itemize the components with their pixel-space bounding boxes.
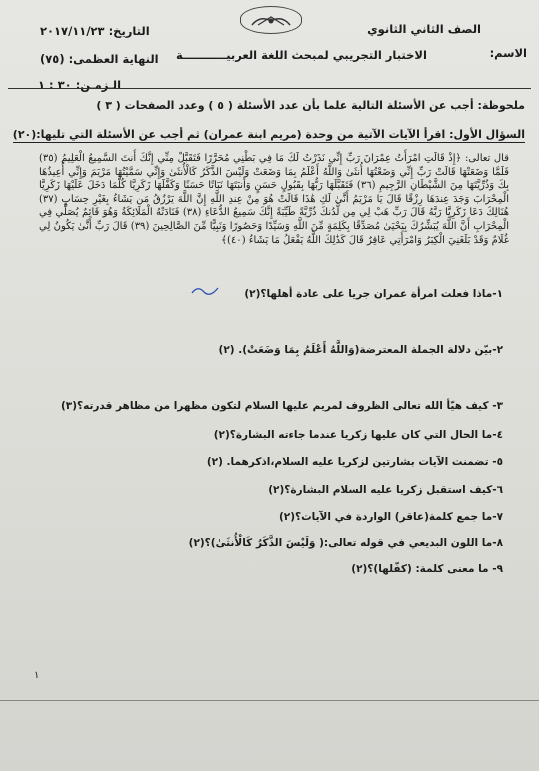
question-item-7: ٧-ما جمع كلمة(عاقر) الواردة في الآيات؟(٢) <box>278 511 503 523</box>
quran-passage: قال تعالى: ﴿إِذْ قَالَتِ امْرَأَتُ عِمْرَانَ رَبِّ إِنِّي نَذَرْتُ لَكَ مَا فِي بَطْنِي مُحَرَّرًا فَتَقَبَّلْ مِنِّي إِنَّكَ أَنتَ السَّمِيعُ الْعَلِيمُ (٣٥) فَلَمَّا وَضَعَتْهَا قَالَتْ رَبِّ إِنِّي وَضَعْتُهَا أُنثَىٰ وَاللَّهُ أَعْلَمُ بِمَا وَضَعَتْ وَلَيْسَ الذَّكَرُ كَالْأُنثَىٰ وَإِنِّي سَمَّيْتُهَا مَرْيَمَ وَإِنِّي أُعِيذُهَا بِكَ وَذُرِّيَّتَهَا مِنَ الشَّيْطَانِ الرَّجِيمِ (٣٦) فَتَقَبَّلَهَا رَبُّهَا بِقَبُولٍ حَسَنٍ وَأَنبَتَهَا نَبَاتًا حَسَنًا وَكَفَّلَهَا زَكَرِيَّا كُلَّمَا دَخَلَ عَلَيْهَا زَكَرِيَّا الْمِحْرَابَ وَجَدَ عِندَهَا رِزْقًا قَالَ يَا مَرْيَمُ أَنَّىٰ لَكِ هَٰذَا قَالَتْ هُوَ مِنْ عِندِ اللَّهِ إِنَّ اللَّهَ يَرْزُقُ مَن يَشَاءُ بِغَيْرِ حِسَابٍ (٣٧) هُنَالِكَ دَعَا زَكَرِيَّا رَبَّهُ قَالَ رَبِّ هَبْ لِي مِن لَّدُنكَ ذُرِّيَّةً طَيِّبَةً إِنَّكَ سَمِيعُ الدُّعَاءِ (٣٨) فَنَادَتْهُ الْمَلَائِكَةُ وَهُوَ قَائِمٌ يُصَلِّي فِي الْمِحْرَابِ أَنَّ اللَّهَ يُبَشِّرُكَ بِيَحْيَىٰ مُصَدِّقًا بِكَلِمَةٍ مِّنَ اللَّهِ وَسَيِّدًا وَحَصُورًا وَنَبِيًّا مِّنَ الصَّالِحِينَ (٣٩) قَالَ رَبِّ أَنَّىٰ يَكُونُ لِي غُلَامٌ وَقَدْ بَلَغَنِيَ الْكِبَرُ وَامْرَأَتِي عَاقِرٌ قَالَ كَذَٰلِكَ اللَّهُ يَفْعَلُ مَا يَشَاءُ (٤٠)﴾ <box>39 153 510 246</box>
exam-title: الاختبار التجريبي لمبحث اللغة العربيـــــــــــة <box>176 48 427 62</box>
student-name-label: الاسم: <box>489 46 527 60</box>
page-number: ١ <box>34 670 40 681</box>
question-item-1: ١-ماذا فعلت امرأة عمران جريا على عادة أهلها؟(٢) <box>244 288 503 300</box>
question-item-9: ٩- ما معنى كلمة: (كفّلها)؟(٢) <box>351 563 503 575</box>
question-item-4: ٤-ما الحال التي كان عليها زكريا عندما جاءته البشارة؟(٢) <box>213 429 503 441</box>
question-1-title-text: السؤال الأول: اقرأ الآيات الآتية من وحدة (مريم ابنة عمران) ثم أجب عن الأسئلة التي تليها:(٢٠) <box>12 128 525 141</box>
grade-label: الصف الثاني الثانوي <box>367 22 481 36</box>
footer-divider <box>0 700 539 701</box>
question-item-6: ٦-كيف استقبل زكريا عليه السلام البشارة؟(٢) <box>268 484 503 496</box>
header-divider <box>8 88 531 89</box>
question-item-5: ٥- تضمنت الآيات بشارتين لزكريا عليه السلام،اذكرهما. (٢) <box>206 456 503 468</box>
question-1-title <box>13 128 525 141</box>
question-item-2: ٢-بيّن دلالة الجملة المعترضة(وَاللَّهُ أَعْلَمُ بِمَا وَضَعَتْ). (٢) <box>218 344 503 356</box>
max-mark: النهاية العظمى: (٧٥) <box>40 52 159 66</box>
exam-time: الـزمـن: ٣٠ : ١ <box>38 78 122 92</box>
pen-mark <box>190 283 220 299</box>
instructions-note: ملحوظة: أجب عن الأسئلة التالية علما بأن عدد الأسئلة ( ٥ ) وعدد الصفحات ( ٣ ) <box>96 99 525 112</box>
question-item-3: ٣- كيف هيّأ الله تعالى الظروف لمريم عليها السلام لتكون مظهرا من مظاهر قدرته؟(٣) <box>60 400 503 412</box>
question-item-8: ٨-ما اللون البديعي في قوله تعالى:( وَلَيْسَ الذَّكَرُ كَالْأُنثَىٰ)؟(٢) <box>188 537 503 549</box>
exam-date: التاريخ: ٢٠١٧/١١/٢٣ <box>40 24 150 38</box>
ministry-emblem-icon <box>240 6 302 34</box>
